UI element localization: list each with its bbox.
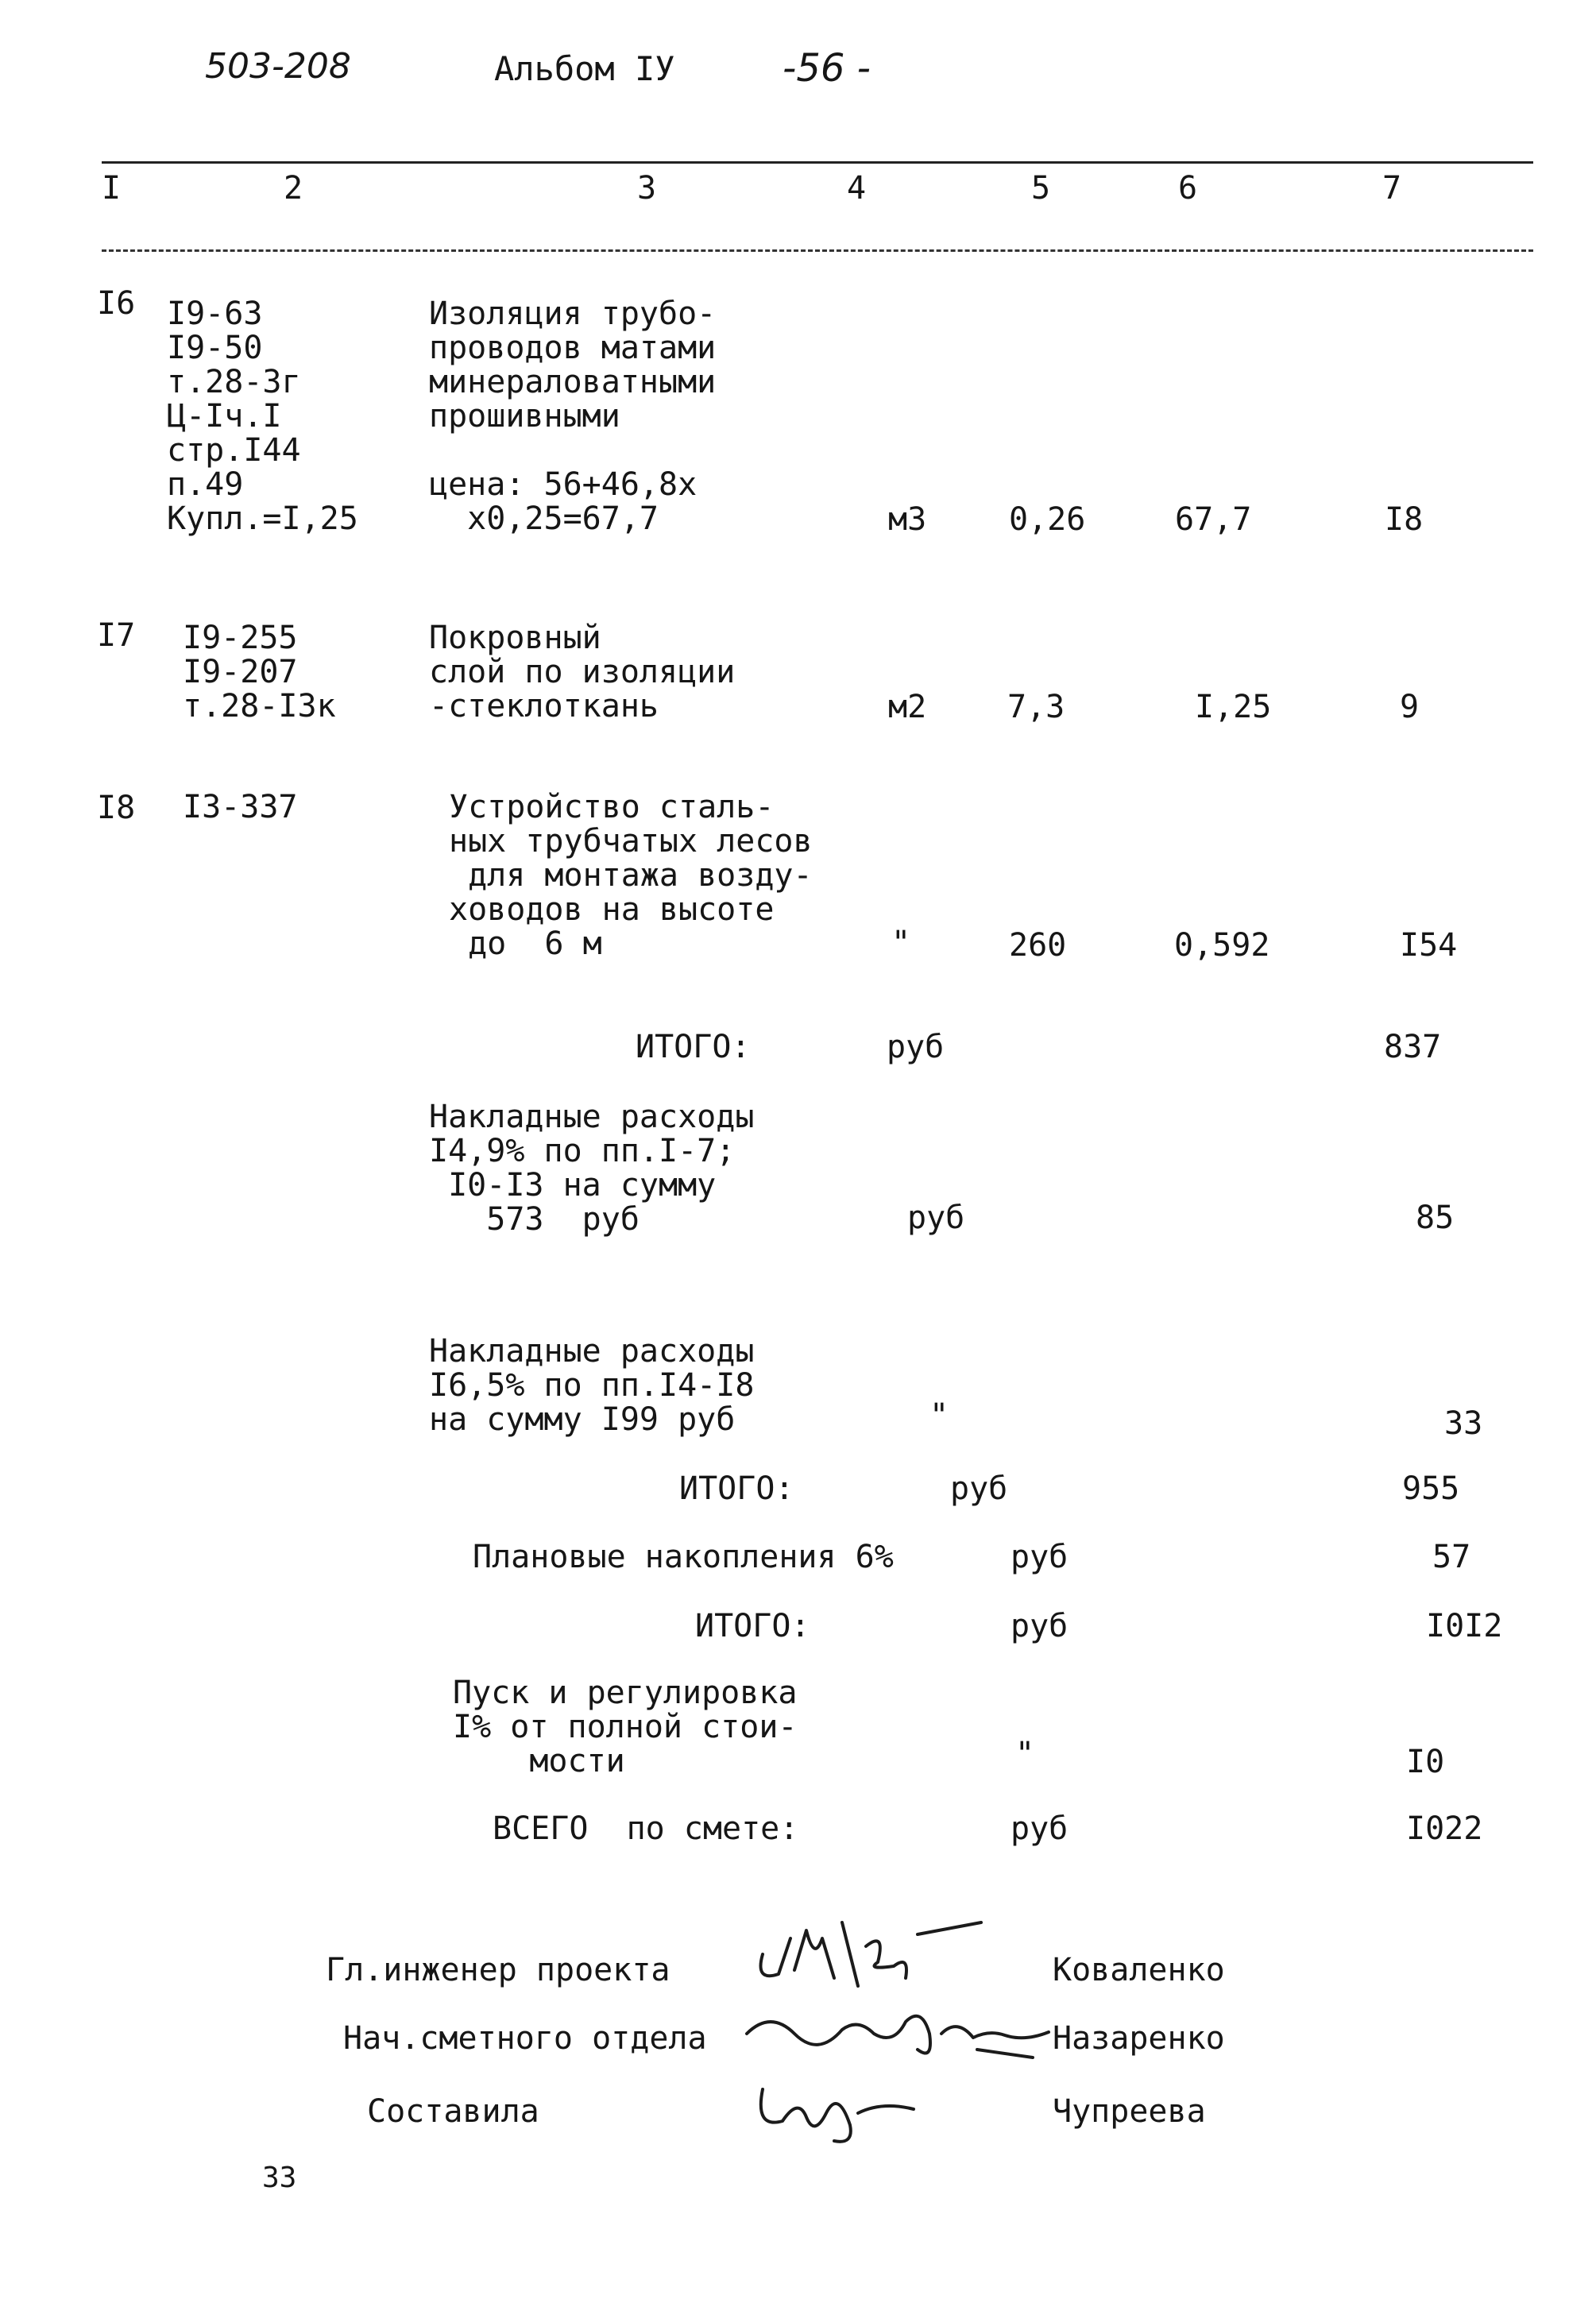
sheet-number: 33 [262,2162,297,2194]
row-quantity: 7,3 [1007,689,1065,725]
row-quantity: 0,26 [1009,501,1086,538]
col-4-header: 4 [847,170,867,207]
subtotal-value: 837 [1384,1029,1442,1065]
page-number: -56 - [783,46,871,91]
row-description: Устройство сталь- ных трубчатых лесов для монтажа возду- ховодов на высоте до 6 м [449,789,813,962]
estimating-head-signature-icon [739,1986,1057,2073]
subtotal-label: ИТОГО: [679,1470,794,1507]
overhead-unit: руб [907,1200,965,1236]
subtotal-unit: руб [887,1029,945,1065]
startup-value: I0 [1406,1744,1445,1780]
subtotal-unit: руб [1011,1608,1069,1644]
subtotal-label: ИТОГО: [695,1608,810,1644]
overhead-unit: " [929,1397,949,1434]
album-label: Альбом IУ [494,49,675,88]
grand-total-label: ВСЕГО по смете: [493,1810,799,1847]
row-number: I7 [97,617,136,654]
subtotal-value: 955 [1402,1470,1460,1507]
overhead-value: 33 [1444,1405,1483,1442]
signatory-name: Назаренко [1053,2020,1225,2057]
subtotal-unit: руб [950,1470,1008,1507]
planned-savings-unit: руб [1011,1539,1069,1575]
row-total: 9 [1400,689,1420,725]
row-total: I8 [1385,501,1424,538]
row-number: I8 [97,790,136,826]
top-rule [102,161,1533,164]
signatory-name: Коваленко [1053,1952,1225,1988]
subtotal-value: I0I2 [1426,1608,1503,1644]
signatory-name: Чупреева [1053,2093,1206,2130]
document-code: 503-208 [205,46,351,87]
subtotal-label: ИТОГО: [636,1029,751,1065]
header-rule [102,249,1533,252]
startup-label: Пуск и регулировка I% от полной стои- мости [453,1675,798,1779]
startup-unit: " [1015,1736,1035,1772]
overhead-label: Накладные расходы I6,5% по пп.I4-I8 на сумму I99 руб [429,1333,755,1438]
row-total: I54 [1400,927,1458,964]
row-price-formula: цена: 56+46,8х х0,25=67,7 [429,466,698,537]
row-description: Покровный слой по изоляции -стеклоткань [429,620,736,724]
signatory-role: Нач.сметного отдела [343,2020,707,2057]
row-rate: 67,7 [1175,501,1252,538]
row-description: Изоляция трубо- проводов матами минераловатными прошивными [429,296,717,435]
overhead-label: Накладные расходы I4,9% по пп.I-7; I0-I3 на сумму 573 руб [429,1099,755,1238]
row-code: I9-255 I9-207 т.28-I3к [183,620,336,724]
grand-total-unit: руб [1011,1810,1069,1847]
row-code: I3-337 [183,789,298,825]
col-5-header: 5 [1031,170,1051,207]
row-rate: 0,592 [1174,927,1270,964]
row-unit: м3 [888,501,927,538]
col-1-header: I [102,170,122,207]
row-code: I9-63 I9-50 т.28-3г Ц-Iч.I стр.I44 п.49 Купл.=I,25 [167,296,358,537]
row-unit: " [891,925,911,961]
planned-savings-label: Плановые накопления 6% [473,1539,894,1575]
compiler-signature-icon [751,2065,926,2153]
col-3-header: 3 [637,170,657,207]
overhead-value: 85 [1416,1200,1455,1236]
grand-total-value: I022 [1406,1810,1483,1847]
col-7-header: 7 [1382,170,1402,207]
planned-savings-value: 57 [1432,1539,1471,1575]
col-2-header: 2 [284,170,303,207]
row-quantity: 260 [1009,927,1067,964]
row-unit: м2 [888,689,927,725]
signatory-role: Гл.инженер проекта [326,1952,670,1988]
row-rate: I,25 [1195,689,1272,725]
col-6-header: 6 [1178,170,1198,207]
signatory-role: Составила [367,2093,539,2130]
row-number: I6 [97,285,136,322]
